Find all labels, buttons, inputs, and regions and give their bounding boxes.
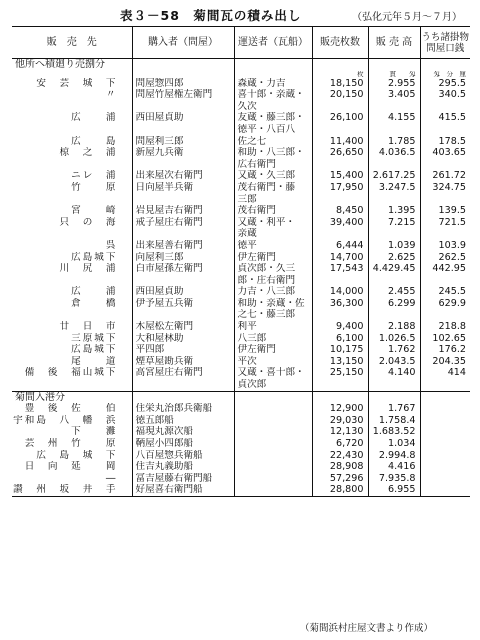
cell-sales: 6.299 xyxy=(368,298,420,310)
cell-carrier: 伊左衛門 xyxy=(234,252,312,264)
cell-destination: 広 浦 xyxy=(71,112,118,124)
cell-quantity: 36,300 xyxy=(312,298,368,310)
cell-commission: 261.72 xyxy=(420,170,470,182)
table-row xyxy=(12,136,470,148)
cell-sales: 2.625 xyxy=(368,252,420,264)
cell-sales: 2.617.25 xyxy=(368,170,420,182)
cell-carrier xyxy=(234,461,312,473)
cell-buyer xyxy=(132,379,234,391)
cell-buyer: 問屋竹屋権左衛門 xyxy=(132,89,234,101)
cell-destination xyxy=(12,309,132,321)
cell-commission: 442.95 xyxy=(420,263,470,275)
cell-buyer xyxy=(132,159,234,171)
cell-quantity: 6,720 xyxy=(312,438,368,450)
cell-sales: 1.683.52 xyxy=(368,426,420,438)
cell-carrier: 友蔵・藤三郎・ xyxy=(234,112,312,124)
table-row xyxy=(12,252,470,264)
cell-sales: 7.215 xyxy=(368,217,420,229)
cell-carrier: 貞次郎 xyxy=(234,379,312,391)
cell-buyer xyxy=(132,309,234,321)
unit-row xyxy=(12,71,470,78)
table-period: （弘化元年５月～７月） xyxy=(352,12,462,23)
cell-carrier: 力吉・八三郎 xyxy=(234,286,312,298)
table-row xyxy=(12,473,470,485)
cell-carrier: 佐之七 xyxy=(234,136,312,148)
table-row xyxy=(12,367,470,379)
cell-commission xyxy=(420,461,470,473)
cell-sales: 1.762 xyxy=(368,344,420,356)
cell-buyer: 向屋利三郎 xyxy=(132,252,234,264)
cell-commission: 324.75 xyxy=(420,182,470,194)
cell-buyer: 新屋九兵衛 xyxy=(132,147,234,159)
cell-destination: 只 の 海 xyxy=(59,216,118,228)
cell-buyer: 出来屋善右衛門 xyxy=(132,240,234,252)
cell-destination: 尾 道 xyxy=(71,355,118,367)
cell-buyer: 西田屋貞助 xyxy=(132,286,234,298)
cell-quantity: 18,150 xyxy=(312,78,368,90)
section-header xyxy=(12,59,470,71)
cell-quantity: 28,908 xyxy=(312,461,368,473)
cell-commission xyxy=(420,159,470,171)
cell-carrier: 茂右衛門・藤 xyxy=(234,182,312,194)
unit-label: 貫 匁 xyxy=(368,71,420,78)
cell-sales: 2.188 xyxy=(368,321,420,333)
table-row xyxy=(12,112,470,124)
cell-carrier: 喜十郎・亲蔵・ xyxy=(234,89,312,101)
cell-quantity xyxy=(312,101,368,113)
table-row xyxy=(12,403,470,415)
table-row xyxy=(12,217,470,229)
empty-cell xyxy=(368,391,420,403)
cell-buyer: 問屋惣四郎 xyxy=(132,78,234,90)
cell-destination xyxy=(12,379,132,391)
section-label: 菊間入港分 xyxy=(12,391,132,403)
table-row xyxy=(12,426,470,438)
cell-quantity: 6,444 xyxy=(312,240,368,252)
cell-commission xyxy=(420,228,470,240)
cell-sales: 1.785 xyxy=(368,136,420,148)
empty-cell xyxy=(234,59,312,71)
cell-carrier: 和助・亲蔵・佐 xyxy=(234,298,312,310)
cell-destination: 呉 xyxy=(105,239,118,251)
empty-cell xyxy=(132,59,234,71)
cell-carrier: 郎・庄右衛門 xyxy=(234,275,312,287)
cell-buyer: 福現丸源次船 xyxy=(132,426,234,438)
cell-buyer: 住栄丸治郎兵衛船 xyxy=(132,403,234,415)
cell-sales xyxy=(368,228,420,240)
table-row xyxy=(12,78,470,90)
cell-carrier xyxy=(234,473,312,485)
empty-cell xyxy=(368,59,420,71)
table-row xyxy=(12,101,470,113)
cell-commission xyxy=(420,194,470,206)
cell-destination: 讃 州 坂 井 手 xyxy=(12,484,132,496)
table-row xyxy=(12,228,470,240)
cell-quantity: 29,030 xyxy=(312,415,368,427)
cell-destination xyxy=(12,228,132,240)
cell-sales: 3.247.5 xyxy=(368,182,420,194)
table-row xyxy=(12,89,470,101)
cell-carrier xyxy=(234,438,312,450)
cell-buyer: 住吉丸義助船 xyxy=(132,461,234,473)
cell-commission: 102.65 xyxy=(420,333,470,345)
cell-buyer: 出来屋次右衛門 xyxy=(132,170,234,182)
cell-quantity: 8,450 xyxy=(312,205,368,217)
table-row xyxy=(12,461,470,473)
cell-destination: 芸 州 竹 原 xyxy=(24,438,118,449)
cell-destination: 〃 xyxy=(105,89,118,101)
cell-buyer: 平四郎 xyxy=(132,344,234,356)
empty-cell xyxy=(132,71,234,78)
cell-sales: 2.043.5 xyxy=(368,356,420,368)
cell-quantity: 12,130 xyxy=(312,426,368,438)
header-row xyxy=(12,27,470,59)
empty-cell xyxy=(312,391,368,403)
cell-carrier: 八三郎 xyxy=(234,333,312,345)
cell-quantity: 6,100 xyxy=(312,333,368,345)
cell-commission: 103.9 xyxy=(420,240,470,252)
table-row xyxy=(12,438,470,450)
cell-commission xyxy=(420,450,470,462)
cell-commission: 178.5 xyxy=(420,136,470,148)
cell-destination: 竹 原 xyxy=(71,181,118,193)
empty-cell xyxy=(420,59,470,71)
cell-buyer xyxy=(132,101,234,113)
table-row xyxy=(12,170,470,182)
cell-sales xyxy=(368,124,420,136)
cell-buyer: 岩見屋吉右衛門 xyxy=(132,205,234,217)
cell-quantity xyxy=(312,379,368,391)
cell-commission xyxy=(420,484,470,496)
cell-carrier xyxy=(234,484,312,496)
cell-commission: 218.8 xyxy=(420,321,470,333)
cell-destination: 宇和島 八 幡 浜 xyxy=(13,414,118,426)
cell-carrier: 茂右衛門 xyxy=(234,205,312,217)
cell-quantity: 14,000 xyxy=(312,286,368,298)
cell-sales: 4.416 xyxy=(368,461,420,473)
table-row xyxy=(12,415,470,427)
cell-destination: 備 後 福山城下 xyxy=(24,367,118,379)
cell-destination: 広 島 城 下 xyxy=(36,449,118,461)
source-note: （菊間浜村庄屋文書より作成） xyxy=(300,623,434,634)
cell-quantity xyxy=(312,124,368,136)
cell-quantity: 14,700 xyxy=(312,252,368,264)
cell-buyer xyxy=(132,194,234,206)
cell-sales: 1.039 xyxy=(368,240,420,252)
table-row xyxy=(12,484,470,496)
cell-quantity: 17,543 xyxy=(312,263,368,275)
empty-cell xyxy=(234,71,312,78)
cell-commission: 415.5 xyxy=(420,112,470,124)
cell-buyer: 白市屋孫左衛門 xyxy=(132,263,234,275)
cell-sales xyxy=(368,309,420,321)
cell-destination: 安 芸 城 下 xyxy=(36,77,118,89)
table-row xyxy=(12,309,470,321)
cell-carrier: 徳平 xyxy=(234,240,312,252)
cell-quantity: 13,150 xyxy=(312,356,368,368)
cell-commission: 340.5 xyxy=(420,89,470,101)
cell-commission xyxy=(420,124,470,136)
cell-destination xyxy=(12,159,132,171)
table-row xyxy=(12,356,470,368)
cell-sales xyxy=(368,194,420,206)
cell-quantity: 28,800 xyxy=(312,484,368,496)
table-row xyxy=(12,298,470,310)
cell-destination: 三原城下 xyxy=(71,332,118,344)
cell-carrier: 又蔵・利平・ xyxy=(234,217,312,229)
cell-commission xyxy=(420,275,470,287)
cell-carrier: 森蔵・力吉 xyxy=(234,78,312,90)
cell-commission: 414 xyxy=(420,367,470,379)
cell-buyer: 日向屋半兵衛 xyxy=(132,182,234,194)
cell-carrier: 和助・八三郎・ xyxy=(234,147,312,159)
cell-destination: 広島城下 xyxy=(71,344,118,356)
cell-sales: 1.395 xyxy=(368,205,420,217)
cell-carrier: 又蔵・喜十郎・ xyxy=(234,367,312,379)
header-carrier: 運送者（瓦船） xyxy=(234,27,312,59)
cell-buyer xyxy=(132,228,234,240)
cell-commission xyxy=(420,473,470,485)
cell-buyer: 八百屋惣兵衛船 xyxy=(132,450,234,462)
cell-destination: 椋 之 浦 xyxy=(59,147,118,159)
table-row xyxy=(12,450,470,462)
cell-destination: 豊 後 佐 伯 xyxy=(24,403,118,415)
table-row xyxy=(12,275,470,287)
cell-quantity: 12,900 xyxy=(312,403,368,415)
cell-commission: 403.65 xyxy=(420,147,470,159)
cell-commission xyxy=(420,101,470,113)
cell-sales: 4.155 xyxy=(368,112,420,124)
cell-carrier: 三郎 xyxy=(234,194,312,206)
header-quantity: 販売枚数 xyxy=(312,27,368,59)
cell-sales: 1.758.4 xyxy=(368,415,420,427)
cell-destination: 川 尻 浦 xyxy=(59,263,118,275)
shipment-table xyxy=(12,26,470,497)
cell-sales: 4.429.45 xyxy=(368,263,420,275)
cell-buyer: 西田屋貞助 xyxy=(132,112,234,124)
cell-carrier: 伊左衛門 xyxy=(234,344,312,356)
cell-destination: 倉 橋 xyxy=(71,297,118,309)
cell-buyer: 戒子屋庄右衛門 xyxy=(132,217,234,229)
cell-buyer: 徳五郎船 xyxy=(132,415,234,427)
cell-commission xyxy=(420,426,470,438)
cell-quantity: 25,150 xyxy=(312,367,368,379)
cell-commission xyxy=(420,309,470,321)
cell-sales: 4.036.5 xyxy=(368,147,420,159)
cell-buyer: 冨吉屋藤右衛門船 xyxy=(132,473,234,485)
section-label: 他所へ積廻り売捌分 xyxy=(15,59,105,70)
cell-sales: 2.994.8 xyxy=(368,450,420,462)
cell-quantity xyxy=(312,309,368,321)
cell-destination: 広島城下 xyxy=(71,251,118,263)
cell-sales: 1.034 xyxy=(368,438,420,450)
cell-commission: 262.5 xyxy=(420,252,470,264)
table-caption xyxy=(0,6,480,24)
table-row xyxy=(12,379,470,391)
cell-buyer: 伊予屋五兵衛 xyxy=(132,298,234,310)
cell-sales xyxy=(368,101,420,113)
cell-quantity xyxy=(312,275,368,287)
cell-buyer: 大和屋林助 xyxy=(132,333,234,345)
cell-quantity: 15,400 xyxy=(312,170,368,182)
cell-quantity xyxy=(312,228,368,240)
cell-sales: 4.140 xyxy=(368,367,420,379)
table-row xyxy=(12,263,470,275)
table-row xyxy=(12,321,470,333)
cell-carrier: 貞次郎・久三 xyxy=(234,263,312,275)
unit-label: 枚 xyxy=(312,71,368,78)
cell-sales: 3.405 xyxy=(368,89,420,101)
cell-buyer: 鞆屋小四郎船 xyxy=(132,438,234,450)
empty-cell xyxy=(12,71,132,78)
table-title: 表３－58 菊間瓦の積み出し xyxy=(120,8,302,23)
header-destination: 販 売 先 xyxy=(12,27,132,59)
unit-label: 匁 分 厘 xyxy=(420,71,470,78)
cell-destination xyxy=(12,194,132,206)
cell-buyer xyxy=(132,275,234,287)
cell-commission: 295.5 xyxy=(420,78,470,90)
cell-sales: 2.455 xyxy=(368,286,420,298)
cell-commission: 629.9 xyxy=(420,298,470,310)
cell-quantity: 57,296 xyxy=(312,473,368,485)
cell-carrier xyxy=(234,415,312,427)
cell-destination xyxy=(12,124,132,136)
cell-commission: 721.5 xyxy=(420,217,470,229)
section-header xyxy=(12,391,470,403)
table-row xyxy=(12,205,470,217)
cell-commission: 139.5 xyxy=(420,205,470,217)
table-row xyxy=(12,159,470,171)
cell-quantity xyxy=(312,159,368,171)
cell-carrier xyxy=(234,426,312,438)
cell-destination: ― xyxy=(105,472,118,484)
cell-quantity: 17,950 xyxy=(312,182,368,194)
table-row xyxy=(12,182,470,194)
cell-commission xyxy=(420,438,470,450)
cell-destination xyxy=(12,101,132,113)
cell-sales: 7.935.8 xyxy=(368,473,420,485)
cell-carrier: 利平 xyxy=(234,321,312,333)
cell-sales: 1.026.5 xyxy=(368,333,420,345)
cell-destination: 宮 崎 xyxy=(71,205,118,217)
table-row xyxy=(12,344,470,356)
cell-carrier: 徳平・八百八 xyxy=(234,124,312,136)
cell-commission: 204.35 xyxy=(420,356,470,368)
empty-cell xyxy=(420,391,470,403)
cell-destination: 下 灘 xyxy=(71,426,118,438)
cell-quantity: 39,400 xyxy=(312,217,368,229)
header-buyer: 購入者（問屋） xyxy=(132,27,234,59)
cell-carrier: 又蔵・久三郎 xyxy=(234,170,312,182)
table-row xyxy=(12,240,470,252)
cell-carrier: 広右衛門 xyxy=(234,159,312,171)
cell-quantity: 22,430 xyxy=(312,450,368,462)
cell-carrier: 之七・藤三郎 xyxy=(234,309,312,321)
cell-destination xyxy=(12,275,132,287)
cell-buyer: 高宮屋庄右衛門 xyxy=(132,367,234,379)
cell-buyer xyxy=(132,124,234,136)
cell-commission xyxy=(420,415,470,427)
cell-sales xyxy=(368,275,420,287)
cell-quantity xyxy=(312,194,368,206)
cell-destination: 広 浦 xyxy=(71,286,118,298)
empty-cell xyxy=(312,59,368,71)
table-row xyxy=(12,147,470,159)
cell-buyer: 問屋利三郎 xyxy=(132,136,234,148)
table-row xyxy=(12,286,470,298)
cell-carrier: 久次 xyxy=(234,101,312,113)
cell-commission xyxy=(420,379,470,391)
cell-sales: 1.767 xyxy=(368,403,420,415)
empty-cell xyxy=(132,391,234,403)
cell-sales xyxy=(368,379,420,391)
cell-sales: 2.955 xyxy=(368,78,420,90)
cell-commission: 176.2 xyxy=(420,344,470,356)
header-commission: うち諸掛物問屋口銭 xyxy=(420,27,470,59)
cell-commission: 245.5 xyxy=(420,286,470,298)
cell-buyer: 好屋喜右衛門船 xyxy=(132,484,234,496)
cell-commission xyxy=(420,403,470,415)
table-row xyxy=(12,194,470,206)
table-body xyxy=(12,59,470,497)
cell-sales xyxy=(368,159,420,171)
cell-destination: ニレ 浦 xyxy=(71,170,118,182)
cell-destination: 日 向 延 岡 xyxy=(24,461,118,473)
cell-quantity: 26,100 xyxy=(312,112,368,124)
cell-buyer: 木屋松左衛門 xyxy=(132,321,234,333)
cell-destination: 広 島 xyxy=(71,135,118,147)
cell-quantity: 10,175 xyxy=(312,344,368,356)
cell-carrier xyxy=(234,450,312,462)
table-row xyxy=(12,124,470,136)
cell-destination: 廿 日 市 xyxy=(59,321,118,333)
cell-carrier: 亲蔵 xyxy=(234,228,312,240)
cell-carrier: 平次 xyxy=(234,356,312,368)
cell-sales: 6.955 xyxy=(368,484,420,496)
header-sales: 販 売 高 xyxy=(368,27,420,59)
cell-quantity: 11,400 xyxy=(312,136,368,148)
cell-quantity: 9,400 xyxy=(312,321,368,333)
empty-cell xyxy=(234,391,312,403)
cell-carrier xyxy=(234,403,312,415)
table-row xyxy=(12,333,470,345)
cell-buyer: 煙草屋勘兵衛 xyxy=(132,356,234,368)
cell-quantity: 26,650 xyxy=(312,147,368,159)
cell-quantity: 20,150 xyxy=(312,89,368,101)
